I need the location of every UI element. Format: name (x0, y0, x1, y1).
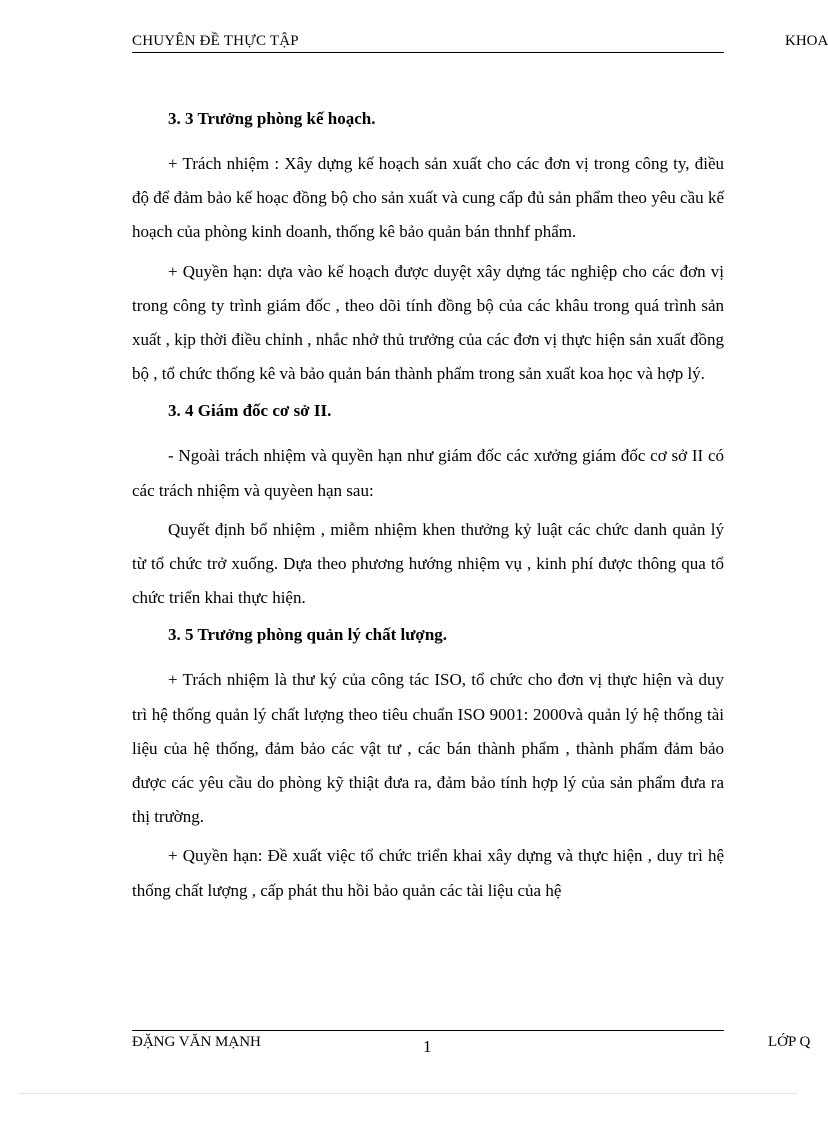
paragraph: - Ngoài trách nhiệm và quyền hạn như giám đốc các xưởng giám đốc cơ sở II có các trách nhiệm và quyèen hạn sau: (132, 446, 724, 500)
paragraph: Quyết định bổ nhiệm , miễm nhiệm khen thưởng kỷ luật các chức danh quản lý từ tổ chức trở xuống. Dựa theo phương hướng nhiệm vụ , kinh phí được thông qua tổ chức triển khai thực hiện. (132, 519, 724, 608)
section-3-4 (132, 396, 724, 615)
document-body (132, 104, 724, 913)
page-bottom-divider (20, 1093, 796, 1094)
footer-author: ĐẶNG VĂN MẠNH (132, 1034, 261, 1050)
section-heading: 3. 5 Trưởng phòng quản lý chất lượng. (168, 625, 448, 645)
section-3-5 (132, 620, 724, 907)
paragraph: + Trách nhiệm : Xây dựng kế hoạch sản xuất cho các đơn vị trong công ty, điều độ để đảm bảo kế hoạc đồng bộ cho sản xuất và cung cấp đủ sản phẩm theo yêu cầu kế hoạch của phòng kinh doanh, thống kê bảo quản bán thnhf phẩm. (132, 154, 724, 242)
paragraph: + Quyền hạn: Đề xuất việc tổ chức triển khai xây dựng và thực hiện , duy trì hệ thống chất lượng , cấp phát thu hồi bảo quản các tài liệu của hệ (132, 846, 724, 900)
paragraph: + Quyền hạn: dựa vào kế hoạch được duyệt xây dựng tác nghiệp cho các đơn vị trong công ty trình giám đốc , theo dõi tính đồng bộ của các khâu trong quá trình sản xuất , kịp thời điều chỉnh , nhắc nhở thủ trưởng của các đơn vị thực hiện sản xuất đồng bộ , tổ chức thống kê và bảo quản bán thành phẩm trong sản xuất koa học và hợp lý. (132, 261, 724, 384)
header-title: CHUYÊN ĐỀ THỰC TẬP (132, 33, 299, 49)
page-number: 1 (423, 1037, 432, 1056)
header-rule (132, 52, 724, 53)
section-heading: 3. 3 Trưởng phòng kế hoạch. (168, 109, 376, 128)
section-3-3 (132, 104, 724, 391)
section-heading: 3. 4 Giám đốc cơ sở II. (168, 401, 332, 421)
footer-class: LỚP Q (768, 1034, 811, 1050)
paragraph: + Trách nhiệm là thư ký của công tác ISO, tổ chức cho đơn vị thực hiện và duy trì hệ thống quản lý chất lượng theo tiêu chuẩn ISO 9001: 2000và quản lý hệ thống tài liệu của hệ thống, đảm bảo các vật tư , các bán thành phẩm , thành phẩm đảm bảo được các yêu cầu do phòng kỹ thiật đưa ra, đảm bảo tính hợp lý của sản phẩm đưa ra thị trường. (132, 670, 724, 827)
footer-rule (132, 1030, 724, 1031)
header-faculty: KHOA (785, 33, 828, 49)
